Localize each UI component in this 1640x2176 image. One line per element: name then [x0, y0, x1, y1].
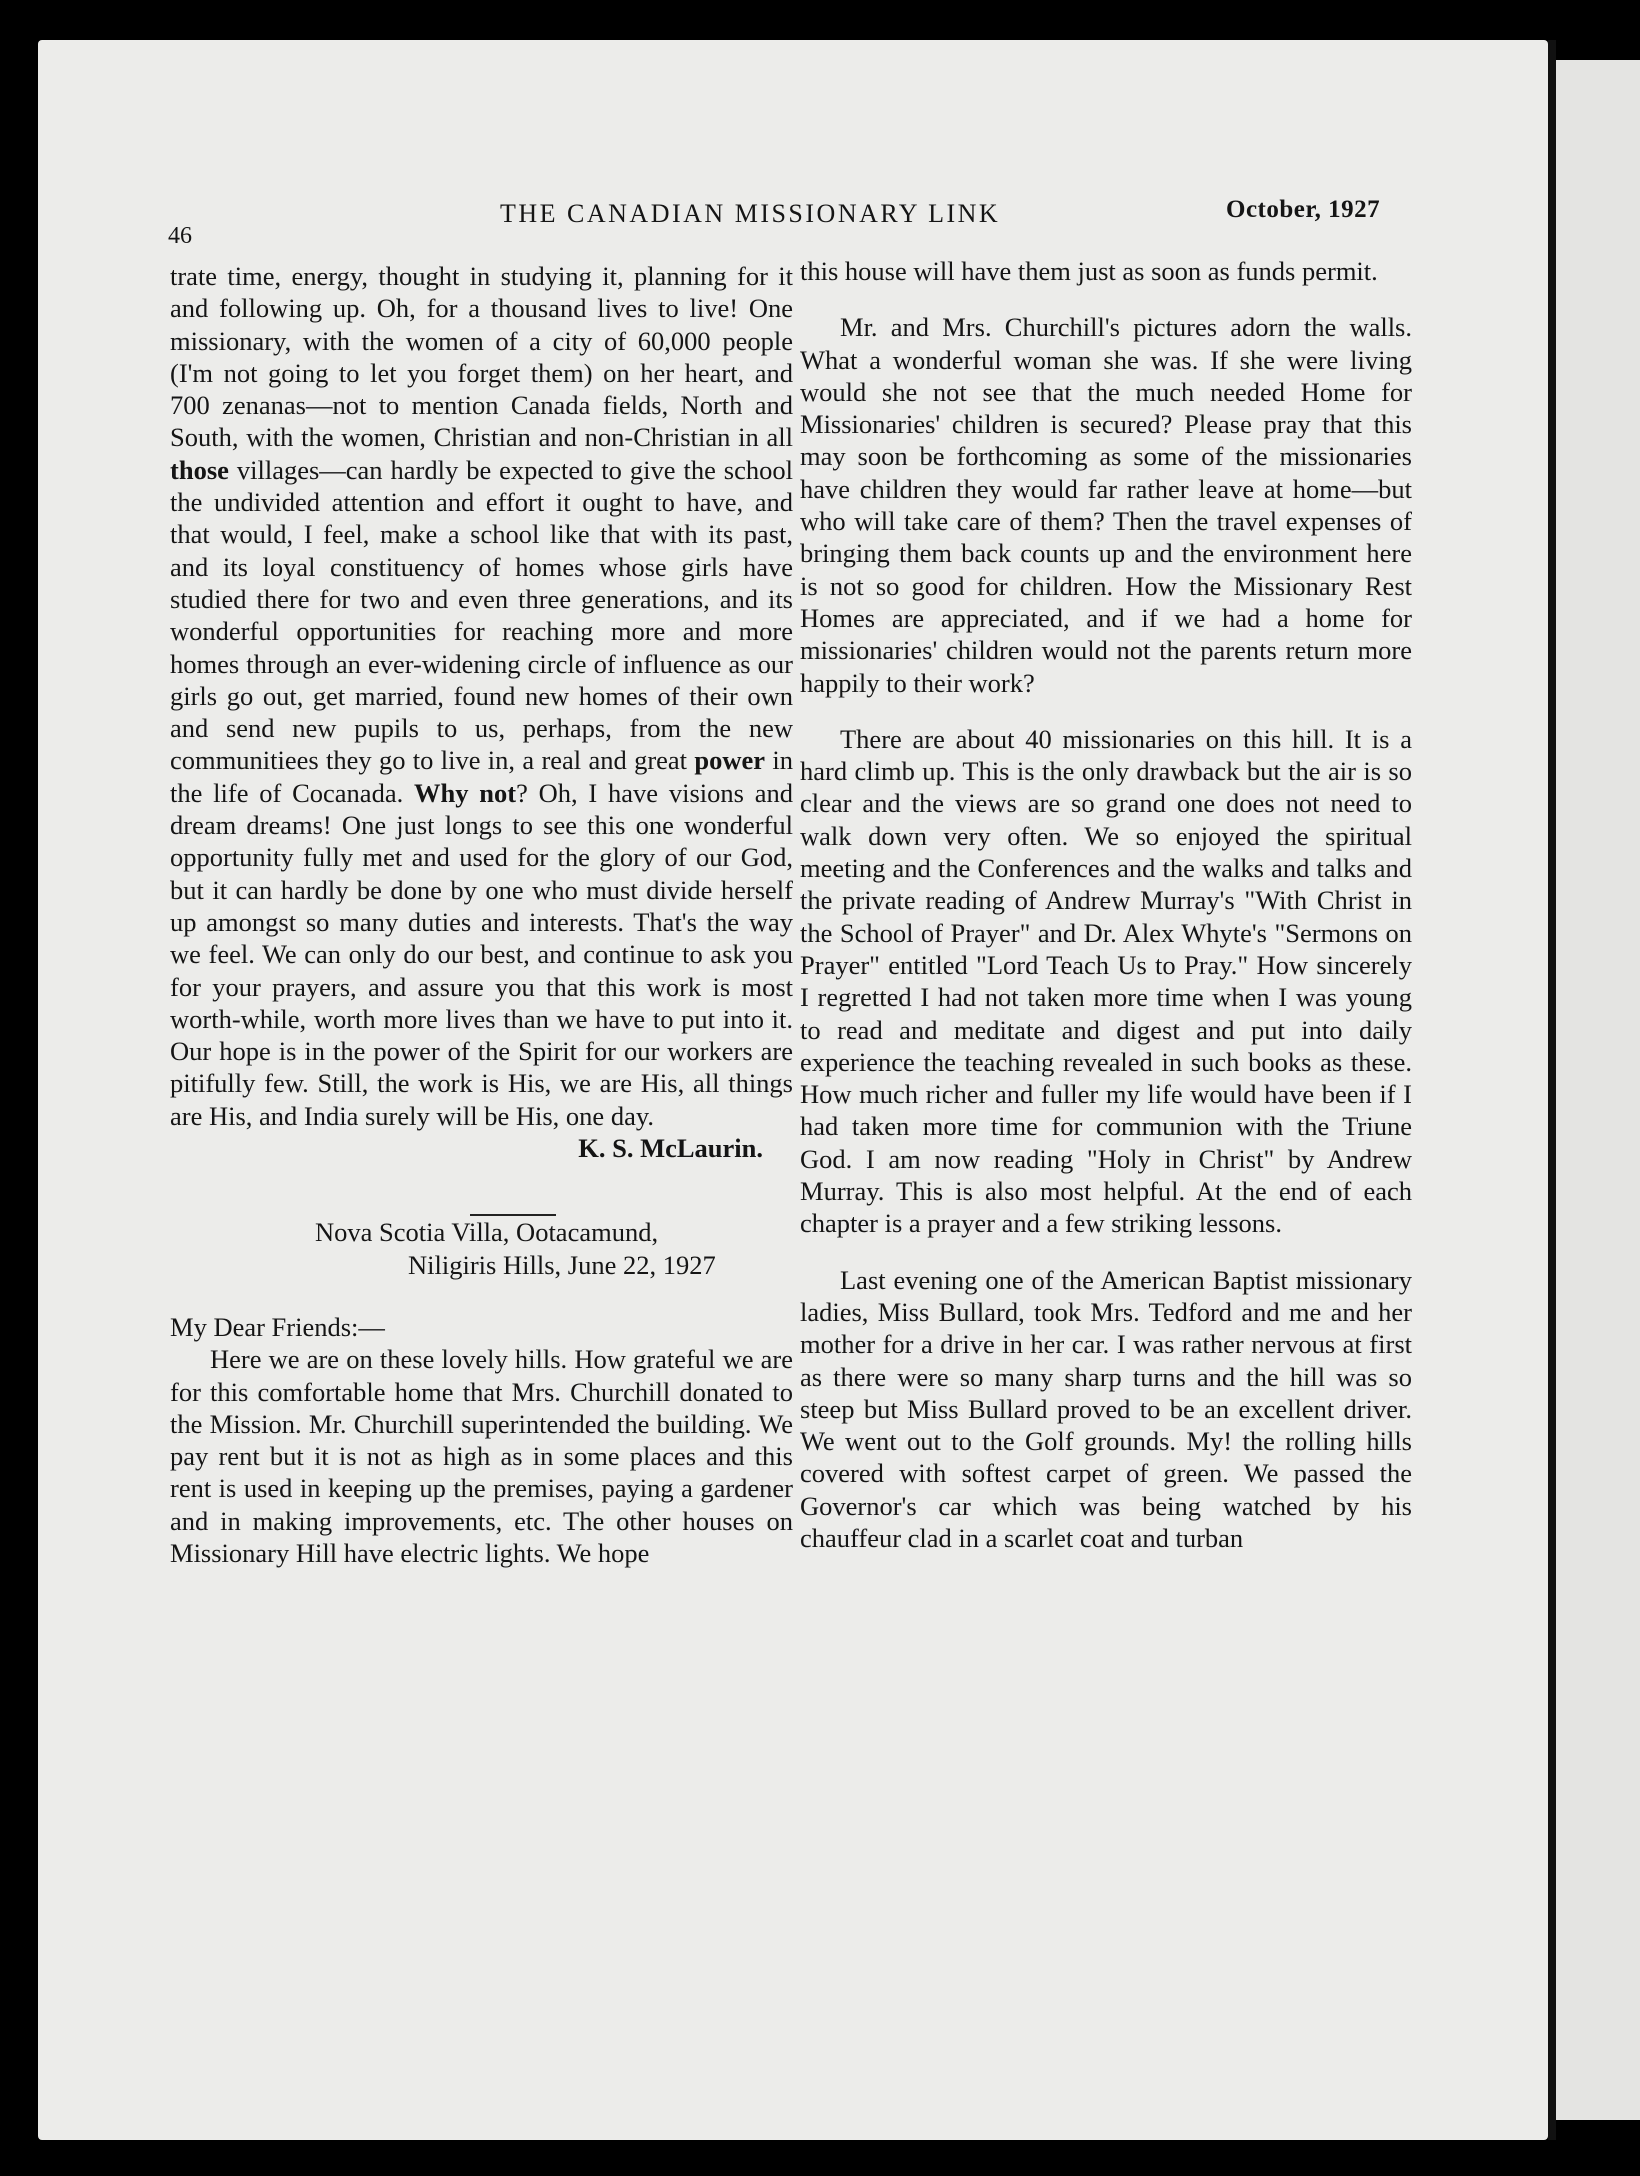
issue-date: October, 1927 — [1226, 196, 1381, 223]
salutation: My Dear Friends:— — [170, 1311, 385, 1342]
emphasis-power: power — [694, 745, 766, 776]
running-header — [0, 193, 1640, 249]
right-paragraph-3: There are about 40 missionaries on this hill. It is a hard climb up. This is the only drawback but the air is so clear and the views are so grand one does not need to walk down very often. We so enjoyed the spiritual meeting and the Conferences and the walks and talks and the private reading of Andrew Murray's "With Christ in the School of Prayer" and Dr. Alex Whyte's "Sermons on Prayer" entitled "Lord Teach Us to Pray." How sincerely I regretted I had not taken more time when I was young to read and meditate and digest and put into daily experience the teaching revealed in such books as these. How much richer and fuller my life would have been if I had taken more time for communion with the Triune God. I am now reading "Holy in Christ" by Andrew Murray. This is also most helpful. At the end of each chapter is a prayer and a few striking lessons. — [800, 723, 1412, 1239]
left-paragraph-1: trate time, energy, thought in studying it, planning for it and following up. Oh, for a thousand lives to live! One missionary, with the women of a city of 60,000 people (I'm not going to let you forget them) on her heart, and 700 zenanas—not to mention Canada fields, North and South, with the women, Christian and non-Christian in all those villages—can hardly be expected to give the school the undivided attention and effort it ought to have, and that would, I feel, make a school like that with its past, and its loyal constituency of homes whose girls have studied there for two and even three generations, and its wonderful opportunities for reaching more and more homes through an ever-widening circle of influence as our girls go out, get married, found new homes of their own and send new pupils to us, perhaps, from the new communitiees they go to live in, a real and great power in the life of Cocanada. Why not? Oh, I have visions and dream dreams! One just longs to see this one wonderful opportunity fully met and used for the glory of our God, but it can hardly be done by one who must divide herself up amongst so many duties and interests. That's the way we feel. We can only do our best, and continue to ask you for your prayers, and assure you that this work is most worth-while, worth more lives than we have to put into it. Our hope is in the power of the Spirit for our workers are pitifully few. Still, the work is His, we are His, all things are His, and India surely will be His, one day. — [170, 261, 793, 1131]
left-paragraph-2: Here we are on these lovely hills. How grateful we are for this comfortable home that Mrs. Churchill donated to the Mission. Mr. Churchill superintended the building. We pay rent but it is not as high as in some places and this rent is used in keeping up the premises, paying a gardener and in making improvements, etc. The other houses on Missionary Hill have electric lights. We hope — [170, 1344, 793, 1568]
signature: K. S. McLaurin. — [578, 1133, 763, 1164]
right-paragraph-1: this house will have them just as soon as funds permit. — [800, 256, 1378, 286]
emphasis-why-not: Why not — [414, 777, 517, 808]
right-paragraph-4: Last evening one of the American Baptist missionary ladies, Miss Bullard, took Mrs. Tedford and me and her mother for a drive in her car. I was rather nervous at first as there were so many sharp turns and the hill was so steep but Miss Bullard proved to be an excellent driver. We went out to the Golf grounds. My! the rolling hills covered with softest carpet of green. We passed the Governor's car which was being watched by his chauffeur clad in a scarlet coat and turban — [800, 1264, 1412, 1553]
right-column — [800, 255, 1412, 1554]
dateline-line-1: Nova Scotia Villa, Ootacamund, — [315, 1217, 659, 1248]
letter-dateline — [170, 1216, 793, 1281]
running-title: THE CANADIAN MISSIONARY LINK — [500, 199, 1001, 228]
emphasis-those: those — [170, 454, 229, 485]
adjacent-page-edge — [1556, 60, 1640, 2120]
right-paragraph-2: Mr. and Mrs. Churchill's pictures adorn the walls. What a wonderful woman she was. If she were living would she not see that the much needed Home for Missionaries' children is secured? Please pray that this may soon be forthcoming as some of the missionaries have children they would far rather leave at home—but who will take care of them? Then the travel expenses of bringing them back counts up and the environment here is not so good for children. How the Missionary Rest Homes are appreciated, and if we had a home for missionaries' children would not the parents return more happily to their work? — [800, 312, 1412, 698]
left-column — [170, 260, 793, 1569]
page-number: 46 — [168, 223, 192, 249]
page-gutter — [1548, 40, 1556, 2140]
dateline-line-2: Niligiris Hills, June 22, 1927 — [408, 1249, 716, 1280]
